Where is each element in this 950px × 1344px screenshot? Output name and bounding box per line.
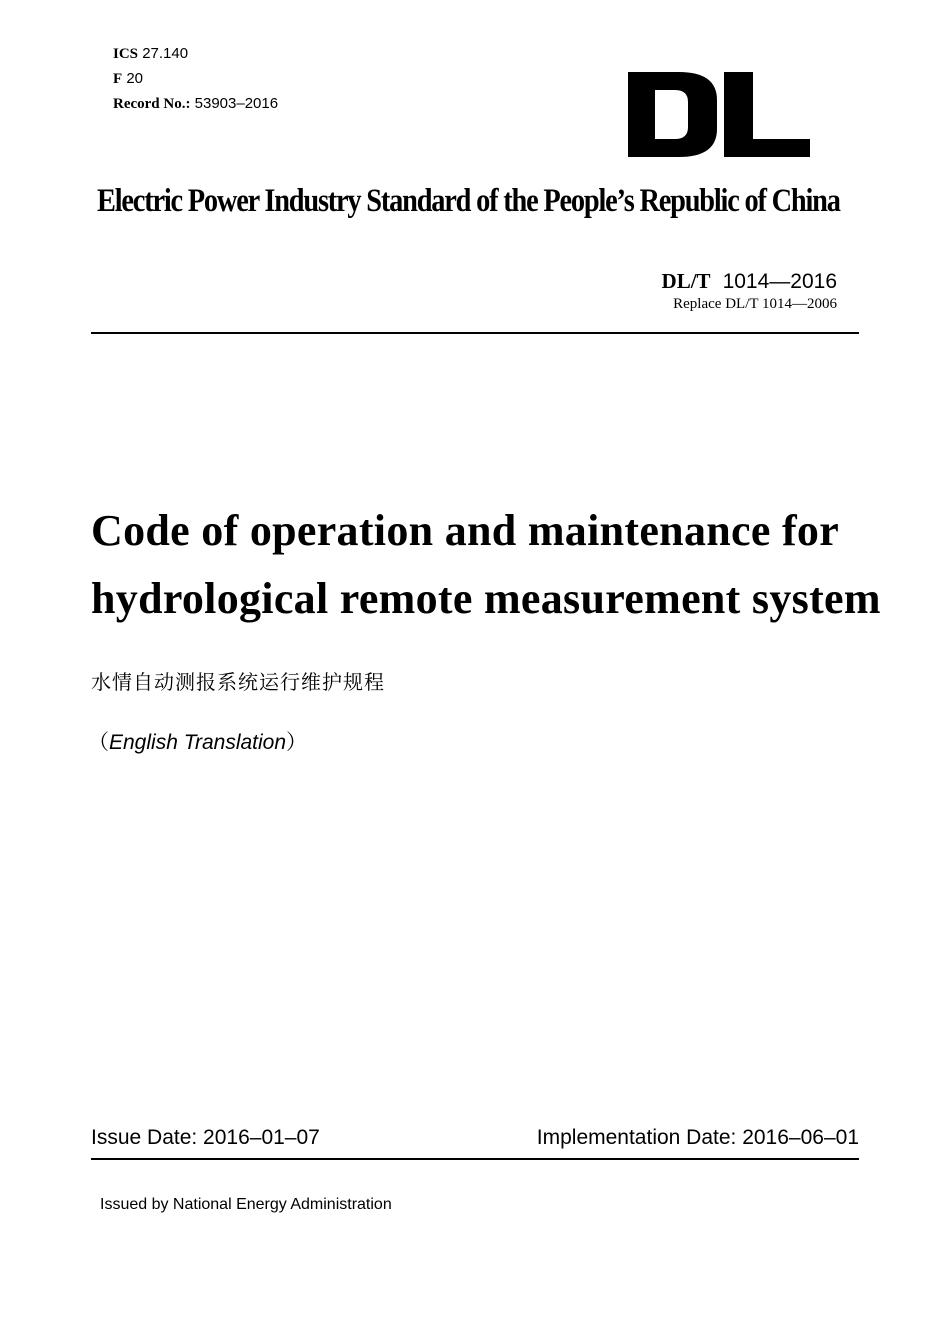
standard-number-value: 1014—2016	[722, 270, 837, 293]
top-divider	[91, 332, 859, 334]
ics-value: 27.140	[142, 45, 189, 62]
record-number-line	[113, 95, 278, 113]
ics-label: ICS	[113, 46, 139, 62]
translation-label: English Translation	[109, 731, 287, 754]
ics-line	[113, 45, 188, 63]
classification-line	[113, 70, 143, 88]
document-title-line-1: Code of operation and maintenance for	[91, 506, 840, 555]
document-title-line-2: hydrological remote measurement system	[91, 574, 881, 623]
logo-letter-l	[724, 72, 810, 157]
standard-number	[662, 269, 837, 294]
issue-date: Issue Date: 2016–01–07	[91, 1126, 320, 1149]
issuer: Issued by National Energy Administration	[100, 1196, 392, 1213]
record-number-value: 53903–2016	[194, 95, 279, 112]
standard-title: Electric Power Industry Standard of the People’s Republic of China	[97, 183, 840, 219]
chinese-title: 水情自动测报系统运行维护规程	[91, 670, 385, 694]
classification-label: F	[113, 71, 123, 87]
translation-open-paren: （	[88, 731, 109, 754]
translation-note	[88, 726, 307, 756]
logo-letter-d	[628, 72, 717, 157]
bottom-divider	[91, 1158, 859, 1160]
record-number-label: Record No.:	[113, 96, 191, 112]
replaces-standard: Replace DL/T 1014—2006	[673, 296, 837, 312]
translation-close-paren: ）	[286, 731, 308, 754]
implementation-date: Implementation Date: 2016–06–01	[536, 1126, 859, 1149]
classification-value: 20	[126, 70, 144, 87]
standard-code: DL/T	[661, 269, 711, 293]
dl-logo	[627, 70, 811, 160]
